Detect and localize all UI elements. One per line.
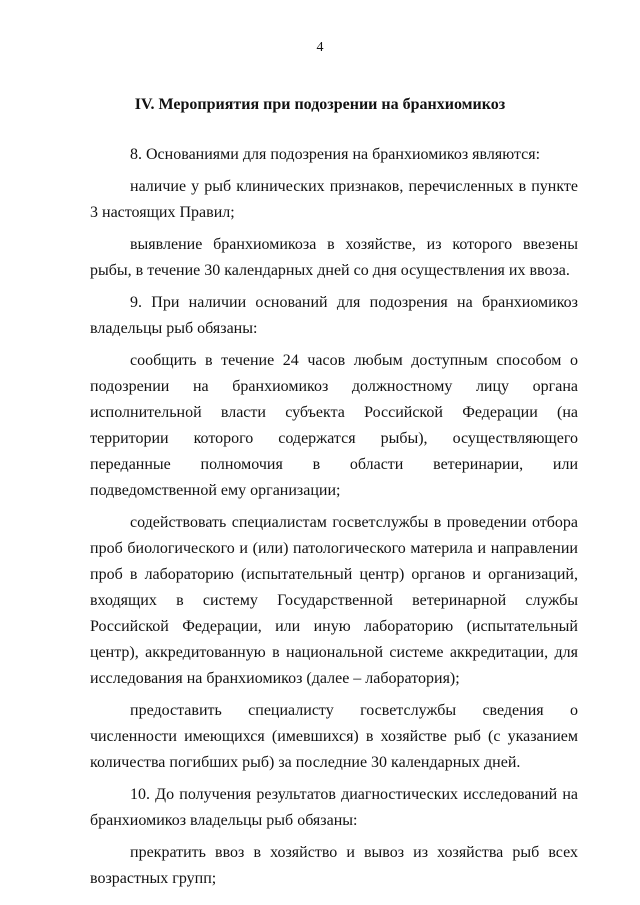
section-title: IV. Мероприятия при подозрении на бранхиомикоз [134, 96, 506, 113]
paragraph-report: сообщить в течение 24 часов любым доступным способом о подозрении на бранхиомикоз должностному лицу органа исполнительной власти субъекта Российской Федерации (на территории которого содержатся рыбы), осуществляющего переданные полномочия в области ветеринарии, или подведомственной ему организации; [90, 352, 578, 499]
paragraph-8-intro: 8. Основаниями для подозрения на бранхиомикоз являются: [130, 146, 541, 163]
page-number: 4 [316, 40, 324, 55]
paragraph-clinical-signs: наличие у рыб клинических признаков, перечисленных в пункте 3 настоящих Правил; [90, 178, 578, 221]
paragraph-10-intro: 10. До получения результатов диагностических исследований на бранхиомикоз владельцы рыб обязаны: [90, 786, 578, 829]
paragraph-provide-info: предоставить специалисту госветслужбы сведения о численности имеющихся (имевшихся) в хозяйстве рыб (с указанием количества погибших рыб) за последние 30 календарных дней. [90, 702, 578, 771]
paragraph-assist-sampling: содействовать специалистам госветслужбы в проведении отбора проб биологического и (или) патологического материла и направлении проб в лабораторию (испытательный центр) органов и организаций, входящих в систему Государственной ветеринарной службы Российской Федерации, или иную лабораторию (испытательный центр), аккредитованную в национальной системе аккредитации, для исследования на бранхиомикоз (далее – лаборатория); [90, 514, 578, 687]
document-body [90, 142, 578, 898]
paragraph-stop-transport: прекратить ввоз в хозяйство и вывоз из хозяйства рыб всех возрастных групп; [90, 844, 578, 887]
paragraph-detection: выявление бранхиомикоза в хозяйстве, из которого ввезены рыбы, в течение 30 календарных дней со дня осуществления их ввоза. [90, 236, 578, 279]
paragraph-9-intro: 9. При наличии оснований для подозрения на бранхиомикоз владельцы рыб обязаны: [90, 294, 578, 337]
